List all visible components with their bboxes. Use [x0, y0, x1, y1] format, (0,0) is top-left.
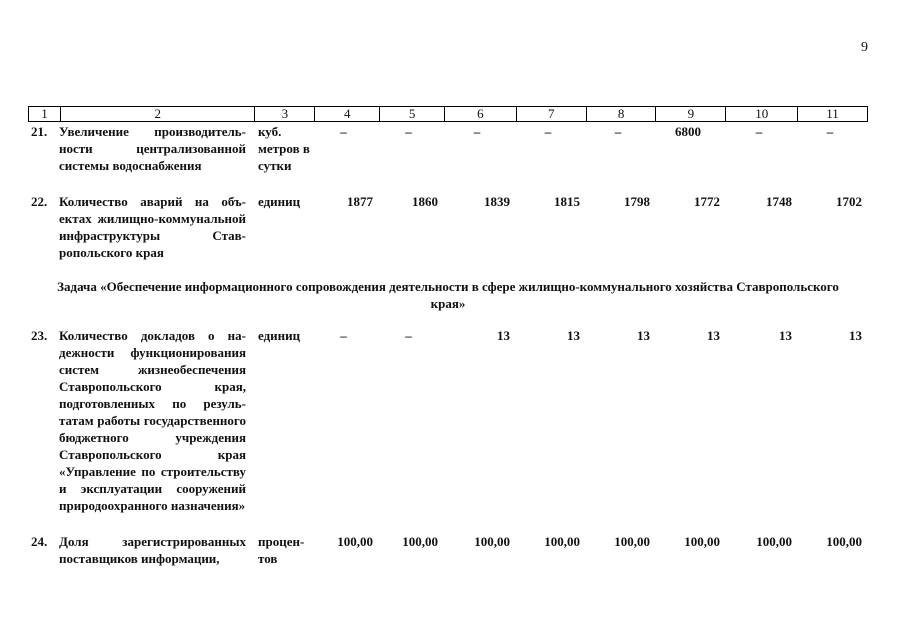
row-value: 100,00	[474, 534, 510, 549]
row-value: 100,00	[402, 534, 438, 549]
row-value: –	[755, 124, 763, 139]
row-number: 24.	[31, 534, 48, 549]
header-col-4: 4	[314, 107, 379, 121]
page-number: 9	[861, 40, 868, 55]
row-value: 13	[849, 328, 862, 343]
row-value: 13	[707, 328, 720, 343]
row-value: –	[340, 124, 347, 139]
header-col-6: 6	[444, 107, 516, 121]
row-unit: единиц	[258, 194, 301, 209]
row-value: 1860	[412, 194, 438, 209]
row-value: 13	[567, 328, 580, 343]
header-col-8: 8	[586, 107, 656, 121]
row-value: 1839	[484, 194, 510, 209]
row-value: 100,00	[684, 534, 720, 549]
row-value: 100,00	[337, 534, 373, 549]
table-row	[28, 123, 868, 174]
header-col-7: 7	[516, 107, 586, 121]
header-col-5: 5	[379, 107, 444, 121]
row-value: 100,00	[826, 534, 862, 549]
header-col-11: 11	[797, 107, 867, 121]
indicators-table	[28, 106, 868, 567]
row-value: 1772	[694, 194, 720, 209]
row-value: 13	[637, 328, 650, 343]
row-unit: процентов	[258, 534, 305, 566]
row-value: –	[405, 328, 412, 343]
header-col-1: 1	[41, 106, 48, 121]
row-name: Количество докладов о надежности функционирования систем жизнеобеспечения Ставропольского края, подготовленных по результатам работы государственного бюджетного учреждения Ставропольского края «Управление по строительству и эксплуатации сооружений природоохранного назначения»	[59, 328, 246, 513]
row-value: 100,00	[756, 534, 792, 549]
row-name: Доля зарегистрированных поставщиков информации,	[59, 534, 246, 566]
table-header	[28, 106, 868, 122]
row-value: –	[614, 124, 622, 139]
row-value: –	[340, 328, 347, 343]
row-value: 13	[779, 328, 792, 343]
header-col-3: 3	[254, 107, 314, 121]
row-value: –	[826, 124, 834, 139]
row-value: –	[405, 124, 412, 139]
row-value: 100,00	[614, 534, 650, 549]
row-number: 23.	[31, 328, 48, 343]
table-row	[28, 193, 868, 261]
row-number: 21.	[31, 124, 48, 139]
row-name: Увеличение производительности централизованной системы водоснабжения	[59, 124, 246, 173]
row-value: 1798	[624, 194, 650, 209]
row-value: –	[473, 124, 481, 139]
header-col-2: 2	[60, 107, 255, 121]
row-unit: куб. метров в сутки	[258, 124, 310, 173]
row-value: 1877	[347, 194, 373, 209]
row-value: 6800	[675, 124, 701, 139]
row-name: Количество аварий на объектах жилищно-коммунальной инфраструктуры Ставропольского края	[59, 194, 246, 260]
row-value: 100,00	[544, 534, 580, 549]
task-heading: Задача «Обеспечение информационного сопровождения деятельности в сфере жилищно-коммунального хозяйства Ставропольского края»	[57, 279, 839, 311]
row-unit: единиц	[258, 328, 301, 343]
header-col-9: 9	[655, 107, 725, 121]
row-number: 22.	[31, 194, 48, 209]
row-value: 1702	[836, 194, 862, 209]
row-value: 1815	[554, 194, 580, 209]
table-row	[28, 327, 868, 514]
row-value: –	[544, 124, 552, 139]
row-value: 13	[497, 328, 510, 343]
table-row	[28, 533, 868, 567]
header-col-10: 10	[725, 107, 797, 121]
row-value: 1748	[766, 194, 792, 209]
